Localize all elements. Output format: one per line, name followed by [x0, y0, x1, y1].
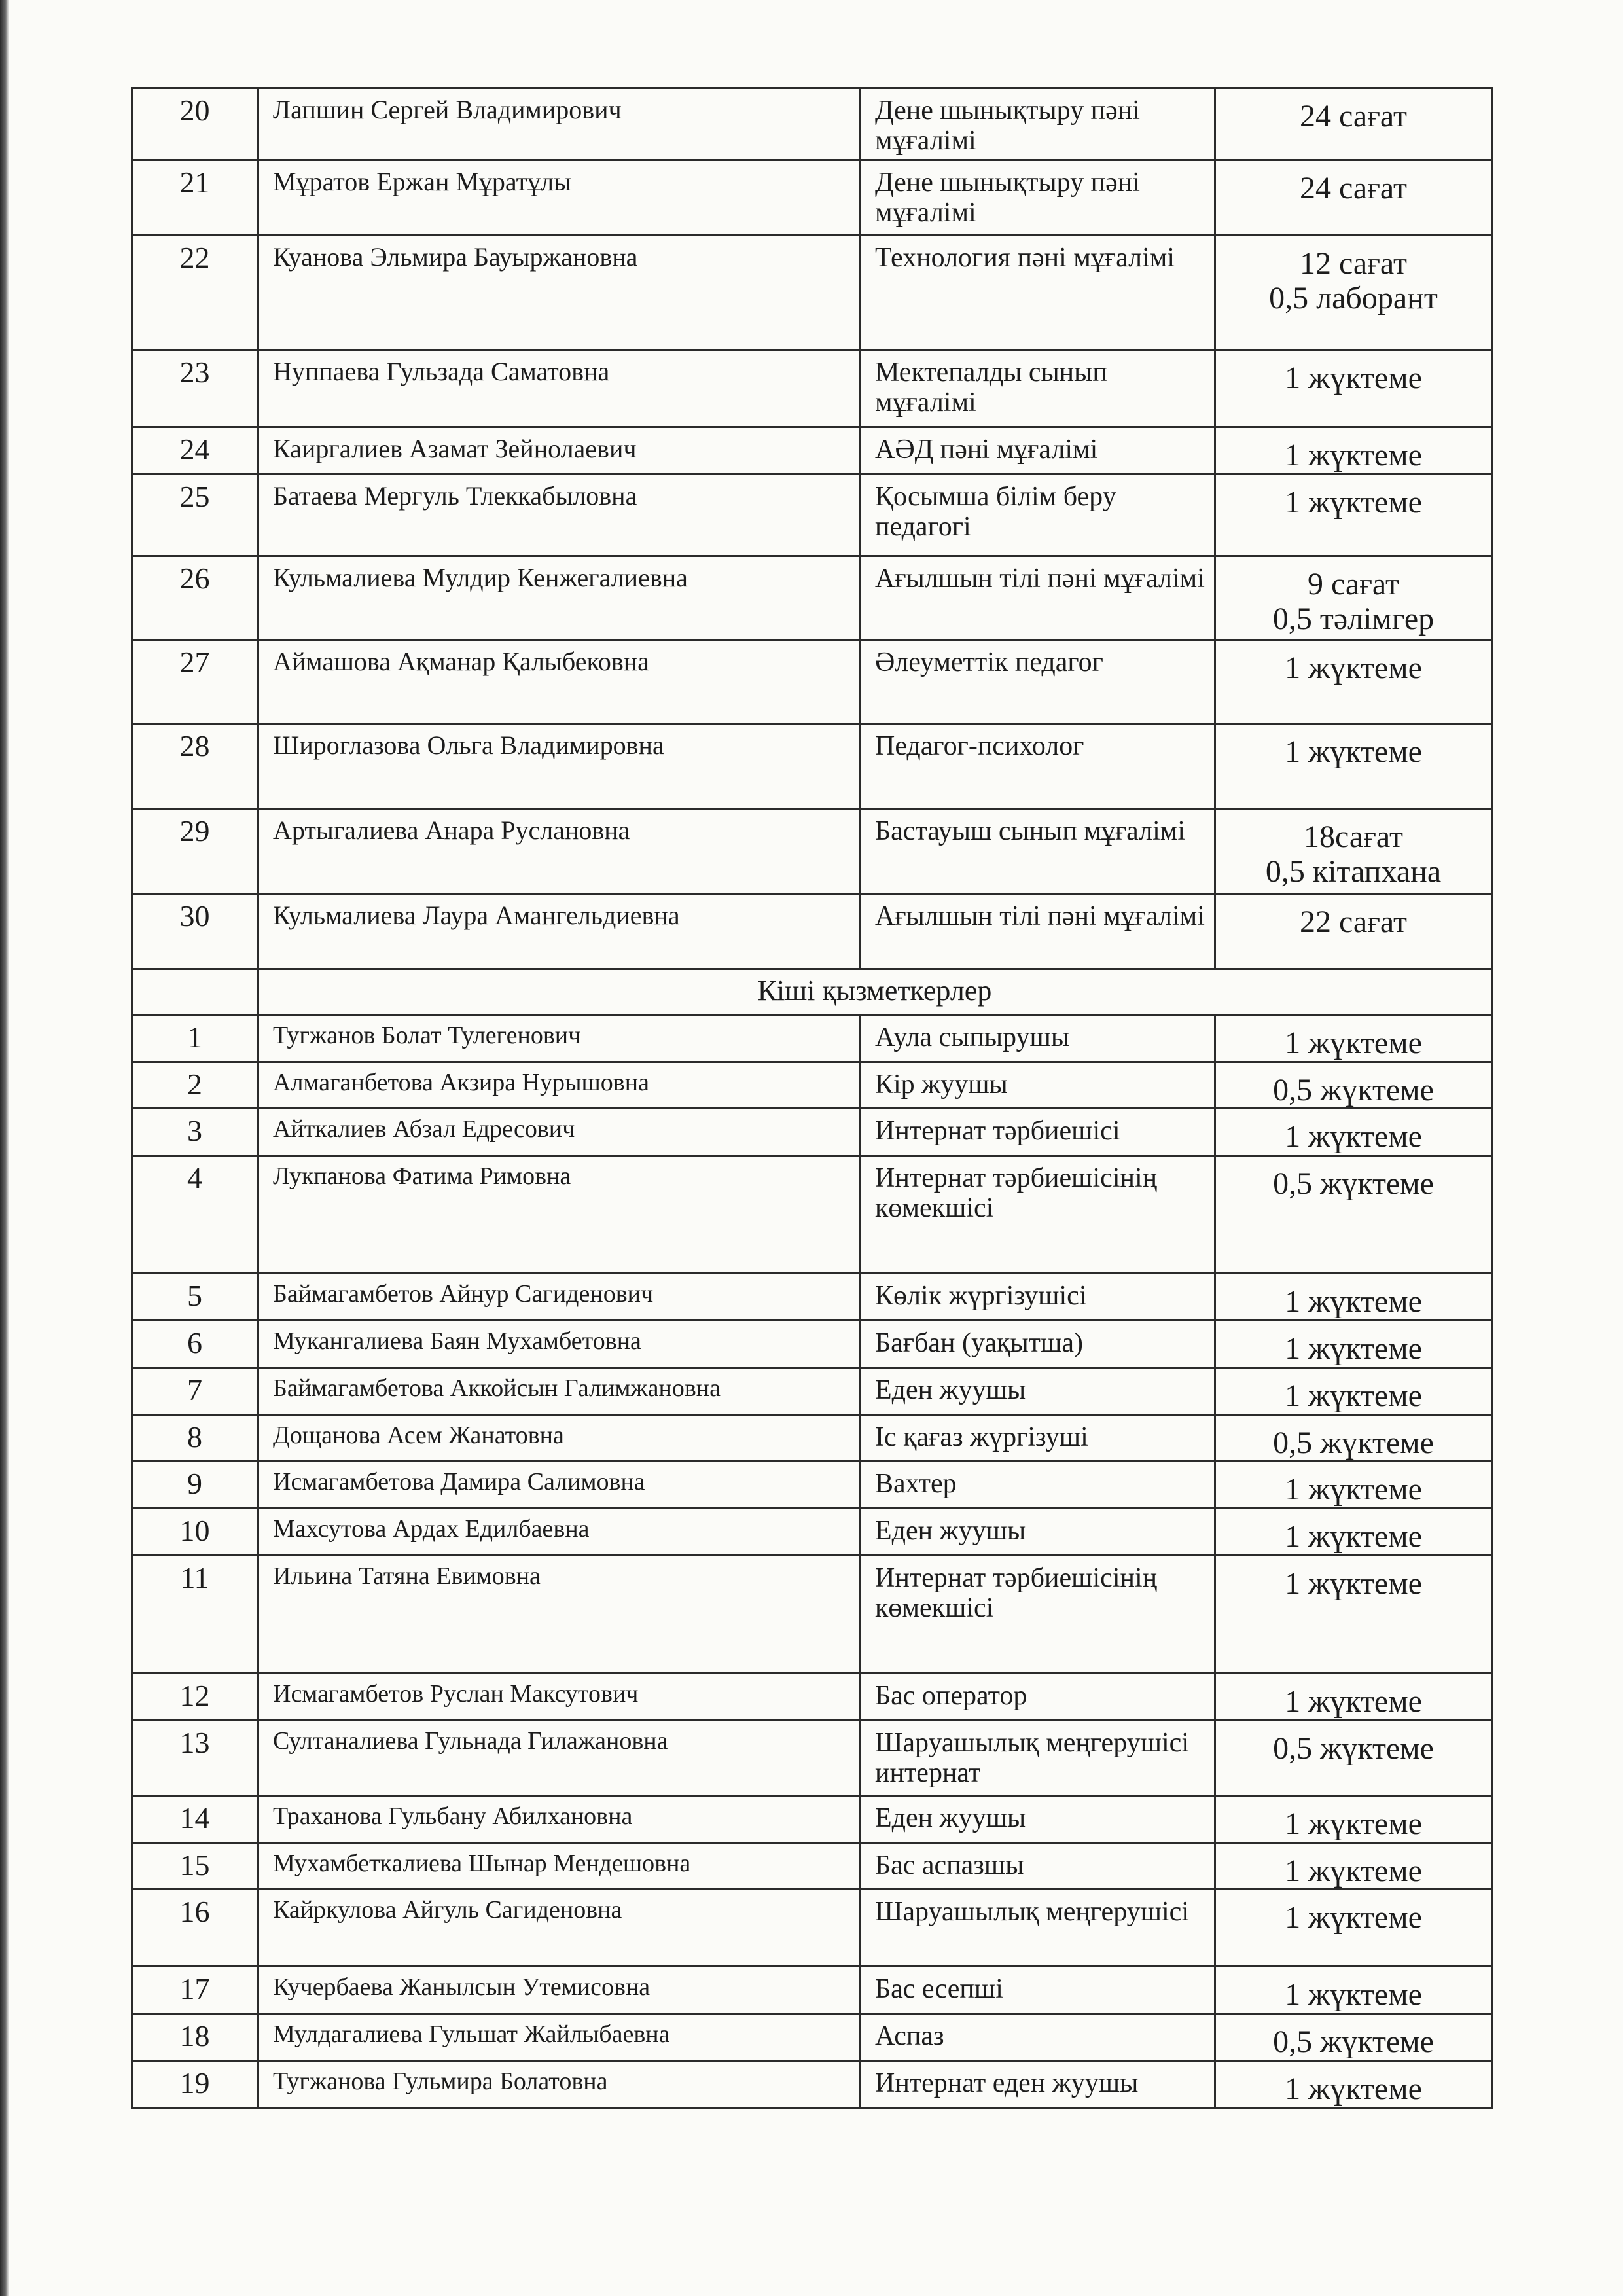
employee-position: Бас есепші	[860, 1967, 1215, 2014]
support-staff-rows	[132, 1014, 1492, 2108]
employee-position: Қосымша білім беру педагогі	[860, 474, 1215, 556]
workload-line: 0,5 жүктеме	[1273, 2024, 1434, 2060]
table-row	[132, 1720, 1492, 1795]
employee-name: Баймагамбетов Айнур Сагиденович	[258, 1274, 860, 1321]
workload-line: 1 жүктеме	[1285, 1378, 1422, 1413]
table-row	[132, 1509, 1492, 1556]
workload-cell	[1215, 1274, 1492, 1321]
workload-line: 0,5 жүктеме	[1273, 1731, 1434, 1766]
row-number: 24	[132, 427, 258, 475]
employee-position: Интернат тәрбиешісінің көмекшісі	[860, 1156, 1215, 1274]
section-header	[132, 969, 1492, 1014]
employee-position: Бастауыш сынып мұғалімі	[860, 808, 1215, 893]
employee-position: Көлік жүргізушісі	[860, 1274, 1215, 1321]
row-number: 29	[132, 808, 258, 893]
row-number: 2	[132, 1062, 258, 1109]
workload-cell	[1215, 160, 1492, 236]
employee-position: Вахтер	[860, 1462, 1215, 1509]
workload-line: 24 сағат	[1300, 171, 1407, 206]
employee-position: Ағылшын тілі пәні мұғалімі	[860, 893, 1215, 969]
workload-cell	[1215, 556, 1492, 639]
employee-name: Тугжанова Гульмира Болатовна	[258, 2060, 860, 2108]
employee-position: Дене шынықтыру пәні мұғалімі	[860, 88, 1215, 160]
workload-cell	[1215, 1062, 1492, 1109]
workload-cell	[1215, 1967, 1492, 2014]
employee-position: Іс қағаз жүргізуші	[860, 1414, 1215, 1462]
workload-cell	[1215, 1509, 1492, 1556]
workload-cell	[1215, 2060, 1492, 2108]
workload-cell	[1215, 1367, 1492, 1414]
workload-cell	[1215, 723, 1492, 808]
row-number: 1	[132, 1014, 258, 1062]
employee-name: Широглазова Ольга Владимировна	[258, 723, 860, 808]
table-row	[132, 474, 1492, 556]
employee-position: Интернат еден жуушы	[860, 2060, 1215, 2108]
workload-cell	[1215, 236, 1492, 350]
employee-name: Батаева Мергуль Тлеккабыловна	[258, 474, 860, 556]
employee-name: Нуппаева Гульзада Саматовна	[258, 350, 860, 427]
employee-position: Еден жуушы	[860, 1509, 1215, 1556]
table-row	[132, 1367, 1492, 1414]
row-number: 22	[132, 236, 258, 350]
employee-name: Алмаганбетова Акзира Нурышовна	[258, 1062, 860, 1109]
employee-name: Баймагамбетова Аккойсын Галимжановна	[258, 1367, 860, 1414]
row-number: 8	[132, 1414, 258, 1462]
employee-position: Технология пәні мұғалімі	[860, 236, 1215, 350]
employee-name: Султаналиева Гульнада Гилажановна	[258, 1720, 860, 1795]
row-number: 5	[132, 1274, 258, 1321]
row-number: 18	[132, 2014, 258, 2061]
workload-line: 0,5 кітапхана	[1265, 853, 1442, 889]
workload-cell	[1215, 1014, 1492, 1062]
workload-line: 1 жүктеме	[1285, 1472, 1422, 1507]
workload-line: 1 жүктеме	[1285, 1331, 1422, 1366]
table-row	[132, 427, 1492, 475]
workload-line: 0,5 лаборант	[1269, 280, 1438, 315]
employee-position: Кір жуушы	[860, 1062, 1215, 1109]
employee-name: Мухамбеткалиева Шынар Мендешовна	[258, 1842, 860, 1890]
workload-line: 1 жүктеме	[1285, 1977, 1422, 2013]
row-number: 6	[132, 1320, 258, 1367]
table-row	[132, 160, 1492, 236]
workload-line: 1 жүктеме	[1285, 2071, 1422, 2106]
row-number: 9	[132, 1462, 258, 1509]
employee-position: Ағылшын тілі пәні мұғалімі	[860, 556, 1215, 639]
row-number: 10	[132, 1509, 258, 1556]
row-number: 19	[132, 2060, 258, 2108]
workload-line: 1 жүктеме	[1285, 650, 1422, 685]
workload-cell	[1215, 1795, 1492, 1842]
table-row	[132, 893, 1492, 969]
workload-line: 0,5 жүктеме	[1273, 1425, 1434, 1460]
workload-cell	[1215, 1720, 1492, 1795]
workload-line: 1 жүктеме	[1285, 1025, 1422, 1060]
table-row	[132, 723, 1492, 808]
employee-name: Мулдагалиева Гульшат Жайлыбаевна	[258, 2014, 860, 2061]
workload-cell	[1215, 1842, 1492, 1890]
workload-line: 1 жүктеме	[1285, 438, 1422, 473]
employee-position: АӘД пәні мұғалімі	[860, 427, 1215, 475]
scan-edge-shadow	[0, 0, 9, 2296]
workload-line: 0,5 жүктеме	[1273, 1072, 1434, 1107]
row-number: 23	[132, 350, 258, 427]
workload-line: 1 жүктеме	[1285, 734, 1422, 769]
row-number: 26	[132, 556, 258, 639]
workload-line: 1 жүктеме	[1285, 1519, 1422, 1554]
table-row	[132, 350, 1492, 427]
table-row	[132, 1109, 1492, 1156]
workload-cell	[1215, 1320, 1492, 1367]
workload-cell	[1215, 1109, 1492, 1156]
row-number: 30	[132, 893, 258, 969]
employee-name: Ильина Татяна Евимовна	[258, 1555, 860, 1673]
employee-name: Траханова Гульбану Абилхановна	[258, 1795, 860, 1842]
employee-position: Бас оператор	[860, 1673, 1215, 1720]
employee-position: Шаруашылық меңгерушісі интернат	[860, 1720, 1215, 1795]
workload-line: 1 жүктеме	[1285, 1683, 1422, 1719]
table-row	[132, 639, 1492, 723]
table-row	[132, 1842, 1492, 1890]
employee-name: Мұратов Ержан Мұратұлы	[258, 160, 860, 236]
table-row	[132, 2060, 1492, 2108]
employee-name: Куанова Эльмира Бауыржановна	[258, 236, 860, 350]
employee-position: Шаруашылық меңгерушісі	[860, 1890, 1215, 1967]
workload-line: 24 сағат	[1300, 99, 1407, 134]
workload-cell	[1215, 2014, 1492, 2061]
employee-position: Мектепалды сынып мұғалімі	[860, 350, 1215, 427]
row-number: 11	[132, 1555, 258, 1673]
employee-name: Айткалиев Абзал Едресович	[258, 1109, 860, 1156]
workload-line: 1 жүктеме	[1285, 1284, 1422, 1319]
table-row	[132, 236, 1492, 350]
employee-name: Лукпанова Фатима Римовна	[258, 1156, 860, 1274]
workload-line: 22 сағат	[1300, 904, 1407, 939]
employee-name: Тугжанов Болат Тулегенович	[258, 1014, 860, 1062]
workload-line: 1 жүктеме	[1285, 361, 1422, 395]
workload-cell	[1215, 1555, 1492, 1673]
workload-cell	[1215, 808, 1492, 893]
employee-position: Еден жуушы	[860, 1367, 1215, 1414]
workload-cell	[1215, 1156, 1492, 1274]
employee-position: Бас аспазшы	[860, 1842, 1215, 1890]
table-row	[132, 2014, 1492, 2061]
employee-name: Исмагамбетов Руслан Максутович	[258, 1673, 860, 1720]
workload-line: 12 сағат	[1300, 246, 1407, 281]
workload-cell	[1215, 1462, 1492, 1509]
workload-cell	[1215, 474, 1492, 556]
workload-line: 1 жүктеме	[1285, 1566, 1422, 1601]
employee-position: Аула сыпырушы	[860, 1014, 1215, 1062]
row-number: 4	[132, 1156, 258, 1274]
row-number: 7	[132, 1367, 258, 1414]
workload-cell	[1215, 350, 1492, 427]
workload-line: 0,5 тәлімгер	[1272, 601, 1435, 636]
employee-name: Артыгалиева Анара Руслановна	[258, 808, 860, 893]
table-row	[132, 1555, 1492, 1673]
employee-name: Дощанова Асем Жанатовна	[258, 1414, 860, 1462]
employee-name: Махсутова Ардах Едилбаевна	[258, 1509, 860, 1556]
employee-name: Кайркулова Айгуль Сагиденовна	[258, 1890, 860, 1967]
workload-line: 1 жүктеме	[1285, 1900, 1422, 1935]
workload-line: 0,5 жүктеме	[1273, 1166, 1434, 1202]
table-row	[132, 1014, 1492, 1062]
workload-cell	[1215, 88, 1492, 160]
workload-line: 18сағат	[1304, 819, 1403, 854]
workload-line: 1 жүктеме	[1285, 1119, 1422, 1155]
employee-name: Каиргалиев Азамат Зейнолаевич	[258, 427, 860, 475]
table-row	[132, 1795, 1492, 1842]
table-row	[132, 1414, 1492, 1462]
workload-cell	[1215, 639, 1492, 723]
row-number: 12	[132, 1673, 258, 1720]
row-number: 21	[132, 160, 258, 236]
employee-position: Дене шынықтыру пәні мұғалімі	[860, 160, 1215, 236]
row-number: 27	[132, 639, 258, 723]
employee-name: Кульмалиева Мулдир Кенжегалиевна	[258, 556, 860, 639]
employee-position: Бағбан (уақытша)	[860, 1320, 1215, 1367]
section-title: Кіші қызметкерлер	[258, 969, 1492, 1014]
table-row	[132, 1320, 1492, 1367]
row-number: 17	[132, 1967, 258, 2014]
row-number: 13	[132, 1720, 258, 1795]
workload-cell	[1215, 1890, 1492, 1967]
employee-position: Педагог-психолог	[860, 723, 1215, 808]
employee-position: Аспаз	[860, 2014, 1215, 2061]
row-number: 3	[132, 1109, 258, 1156]
employee-name: Исмагамбетова Дамира Салимовна	[258, 1462, 860, 1509]
row-number: 14	[132, 1795, 258, 1842]
workload-cell	[1215, 1414, 1492, 1462]
workload-line: 1 жүктеме	[1285, 484, 1422, 520]
employee-position: Интернат тәрбиешісі	[860, 1109, 1215, 1156]
table-row	[132, 1890, 1492, 1967]
workload-line: 9 сағат	[1308, 566, 1399, 601]
employee-position: Еден жуушы	[860, 1795, 1215, 1842]
staff-table	[131, 87, 1493, 2109]
table-row	[132, 1062, 1492, 1109]
table-row	[132, 1156, 1492, 1274]
employee-name: Кульмалиева Лаура Амангельдиевна	[258, 893, 860, 969]
table-row	[132, 1967, 1492, 2014]
employee-position: Әлеуметтік педагог	[860, 639, 1215, 723]
row-number: 15	[132, 1842, 258, 1890]
employee-position: Интернат тәрбиешісінің көмекшісі	[860, 1555, 1215, 1673]
section-row	[132, 969, 1492, 1014]
row-number: 16	[132, 1890, 258, 1967]
workload-cell	[1215, 893, 1492, 969]
workload-cell	[1215, 1673, 1492, 1720]
workload-cell	[1215, 427, 1492, 475]
row-number: 25	[132, 474, 258, 556]
row-number: 20	[132, 88, 258, 160]
table-row	[132, 556, 1492, 639]
table-row	[132, 1673, 1492, 1720]
section-blank-cell	[132, 969, 258, 1014]
employee-name: Аймашова Ақманар Қалыбековна	[258, 639, 860, 723]
table-row	[132, 1274, 1492, 1321]
employee-name: Лапшин Сергей Владимирович	[258, 88, 860, 160]
employee-name: Кучербаева Жанылсын Утемисовна	[258, 1967, 860, 2014]
table-row	[132, 1462, 1492, 1509]
workload-line: 1 жүктеме	[1285, 1806, 1422, 1841]
table-row	[132, 808, 1492, 893]
workload-line: 1 жүктеме	[1285, 1853, 1422, 1888]
table-row	[132, 88, 1492, 160]
row-number: 28	[132, 723, 258, 808]
teaching-staff-rows	[132, 88, 1492, 969]
employee-name: Мукангалиева Баян Мухамбетовна	[258, 1320, 860, 1367]
